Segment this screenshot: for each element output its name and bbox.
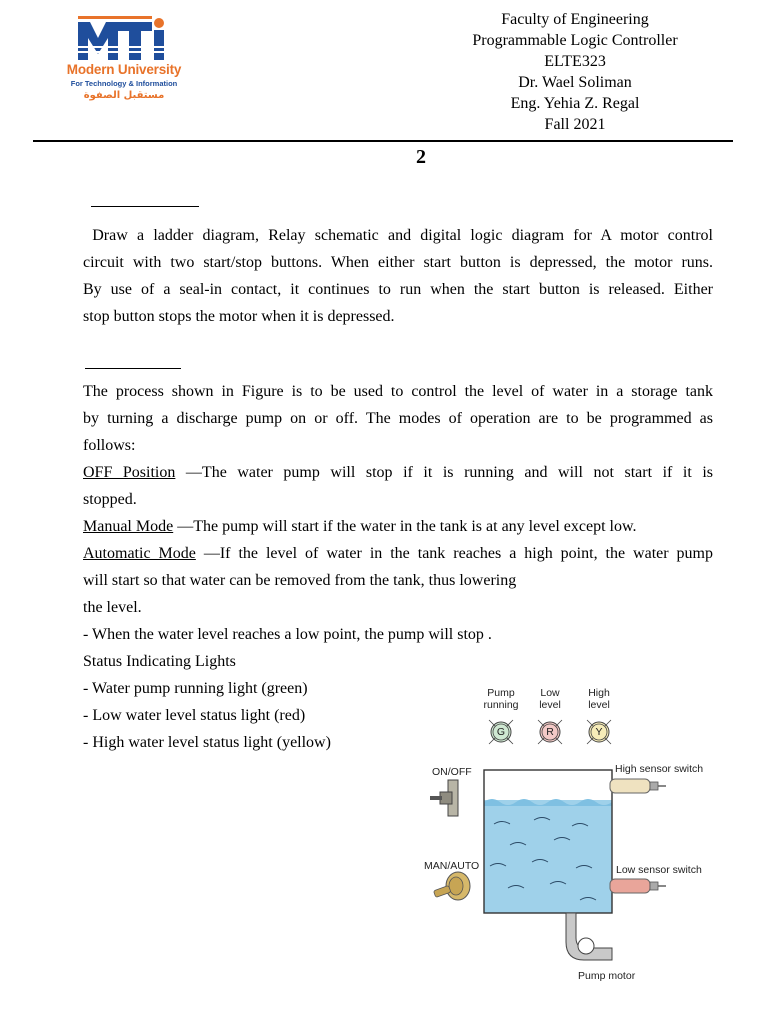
low-point-line: - When the water level reaches a low point, the pump will stop . (83, 626, 492, 643)
green-light-letter: G (496, 726, 506, 738)
mti-logo-mark (78, 16, 170, 60)
term: Fall 2021 (544, 116, 606, 133)
question-1-heading-rule (91, 206, 199, 207)
q1-line: Draw a ladder diagram, Relay schematic and digital logic diagram for A motor control (83, 227, 713, 244)
manual-mode-text: —The pump will start if the water in the tank is at any level except low. (173, 518, 637, 535)
course-header (430, 9, 720, 135)
q1-line: By use of a seal-in contact, it continues to run when the start button is released. Either (83, 281, 713, 298)
tank-process-figure (420, 680, 720, 990)
pump-motor-label: Pump motor (578, 970, 636, 982)
off-position-label: OFF Position (83, 464, 176, 481)
question-2-heading-rule (85, 368, 181, 369)
page-number: 2 (416, 146, 426, 168)
low-level-label-2: level (539, 699, 561, 711)
q2-intro-line: by turning a discharge pump on or off. The modes of operation are to be programmed as (83, 410, 713, 427)
automatic-mode-line-3: the level. (83, 599, 142, 616)
q2-intro-line: The process shown in Figure is to be used to control the level of water in a storage tank (83, 383, 713, 400)
automatic-mode-label: Automatic Mode (83, 545, 196, 562)
automatic-mode-text: —If the level of water in the tank reaches a high point, the water pump (195, 545, 713, 562)
high-level-label (579, 687, 619, 711)
automatic-mode-line (83, 540, 713, 567)
logo-arabic-slogan: مستقبل الصفوة (83, 90, 165, 101)
instructor-name: Dr. Wael Soliman (518, 74, 632, 91)
onoff-switch-icon (430, 780, 458, 816)
yellow-light-letter: Y (595, 726, 603, 738)
q1-line: stop button stops the motor when it is depressed. (83, 308, 395, 325)
low-level-label (530, 687, 570, 711)
light-item: - High water level status light (yellow) (83, 734, 331, 751)
assistant-name: Eng. Yehia Z. Regal (510, 95, 640, 112)
manual-mode-line (83, 513, 713, 540)
manauto-label: MAN/AUTO (424, 860, 480, 872)
course-code: ELTE323 (544, 53, 606, 70)
university-logo (50, 16, 200, 108)
pump-running-label (476, 687, 526, 711)
header-divider (33, 140, 733, 142)
tank-diagram (420, 680, 720, 990)
q2-intro-line: follows: (83, 437, 136, 454)
course-name: Programmable Logic Controller (472, 32, 678, 49)
manual-mode-label: Manual Mode (83, 518, 174, 535)
high-level-label-1: High (588, 687, 610, 699)
high-sensor-switch-icon (610, 779, 666, 793)
light-item: - Water pump running light (green) (83, 680, 308, 697)
high-level-label-2: level (588, 699, 610, 711)
onoff-label: ON/OFF (432, 766, 472, 778)
low-level-label-1: Low (540, 687, 560, 699)
logo-university-name: Modern University (66, 62, 182, 77)
pump-running-label-1: Pump (487, 687, 515, 699)
high-sensor-label: High sensor switch (615, 763, 704, 775)
low-sensor-label: Low sensor switch (616, 864, 702, 876)
red-light-letter: R (546, 726, 554, 738)
question-1-text (83, 222, 713, 330)
light-item: - Low water level status light (red) (83, 707, 306, 724)
man-auto-selector-icon (433, 872, 470, 900)
automatic-mode-line-2: will start so that water can be removed from the tank, thus lowering (83, 572, 517, 589)
faculty-name: Faculty of Engineering (501, 11, 649, 28)
logo-tagline: For Technology & Information (70, 79, 178, 88)
off-position-line (83, 459, 713, 486)
pump-running-label-2: running (483, 699, 519, 711)
off-position-text: —The water pump will stop if it is running and will not start if it is (175, 464, 714, 481)
off-position-line-2: stopped. (83, 491, 137, 508)
status-lights-heading: Status Indicating Lights (83, 653, 236, 670)
q1-line: circuit with two start/stop buttons. When either start button is depressed, the motor runs. (83, 254, 713, 271)
low-sensor-switch-icon (610, 879, 666, 893)
